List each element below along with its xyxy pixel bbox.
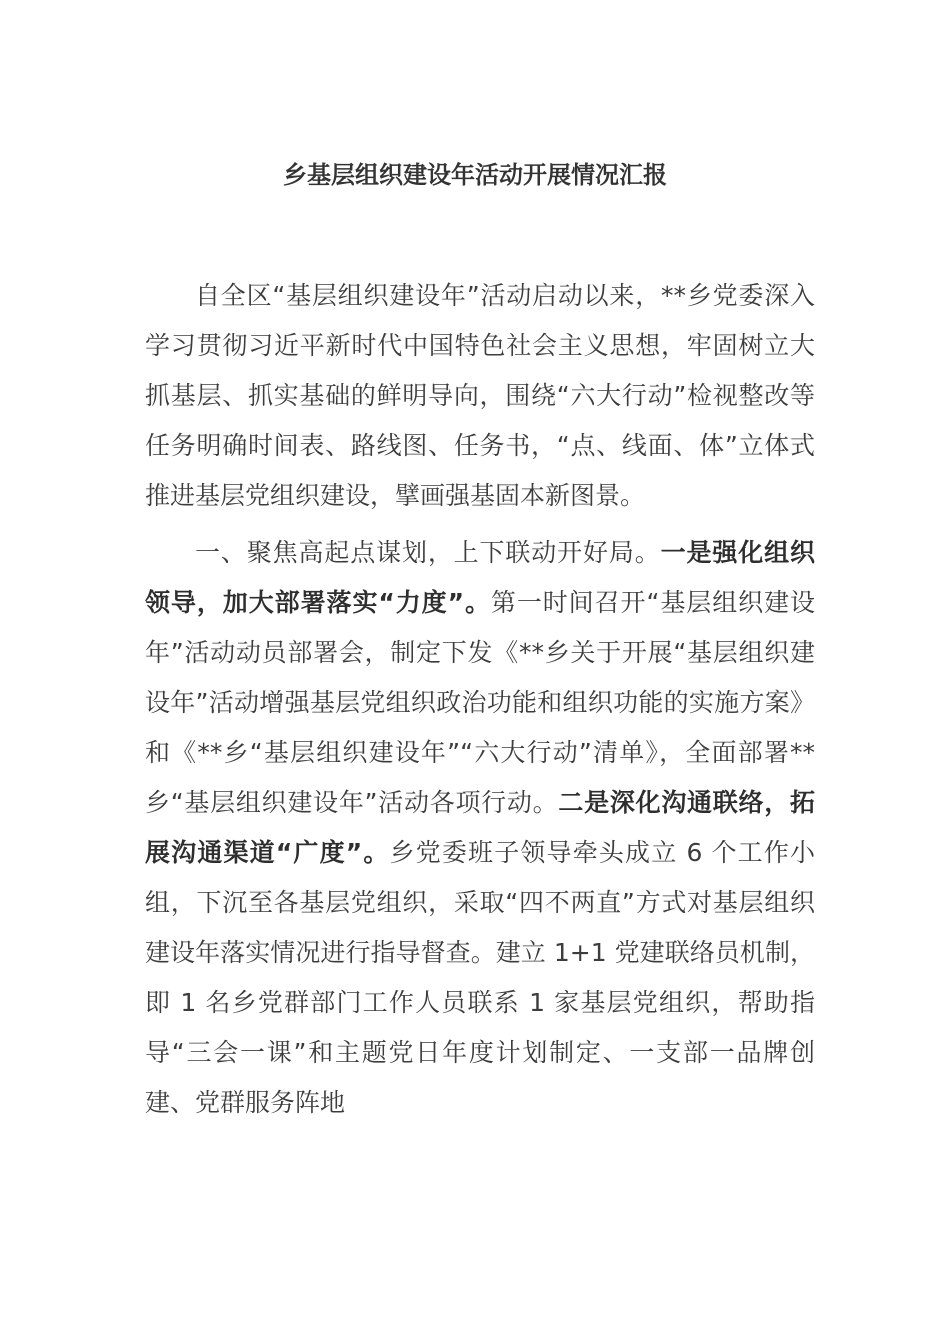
point-2-text: 乡党委班子领导牵头成立 6 个工作小组，下沉至各基层党组织，采取“四不两直”方式对基层组织建设年落实情况进行指导督查。建立 1+1 党建联络员机制，即 1 名乡党群部门工作人员联系 1 家基层党组织，帮助指导“三会一课”和主题党日年度计划制定、一支部一品牌创建、党群服务阵地 <box>145 838 815 1117</box>
section-1-heading: 一、聚焦高起点谋划，上下联动开好局。 <box>195 538 661 567</box>
document-title: 乡基层组织建设年活动开展情况汇报 <box>283 161 667 189</box>
section-1-paragraph <box>145 528 815 1128</box>
intro-paragraph: 自全区“基层组织建设年”活动启动以来，**乡党委深入学习贯彻习近平新时代中国特色社会主义思想，牢固树立大抓基层、抓实基础的鲜明导向，围绕“六大行动”检视整改等任务明确时间表、路线图、任务书，“点、线面、体”立体式推进基层党组织建设，擘画强基固本新图景。 <box>145 281 815 510</box>
point-1-heading: 一是强化组织领导，加大部署落实“力度”。 <box>145 538 815 617</box>
point-1-text: 第一时间召开“基层组织建设年”活动动员部署会，制定下发《**乡关于开展“基层组织建设年”活动增强基层党组织政治功能和组织功能的实施方案》和《**乡“基层组织建设年”“六大行动”清单》，全面部署**乡“基层组织建设年”活动各项行动。 <box>145 588 815 817</box>
document-body <box>145 271 815 1128</box>
point-2-heading: 二是深化沟通联络，拓展沟通渠道“广度”。 <box>145 788 815 867</box>
